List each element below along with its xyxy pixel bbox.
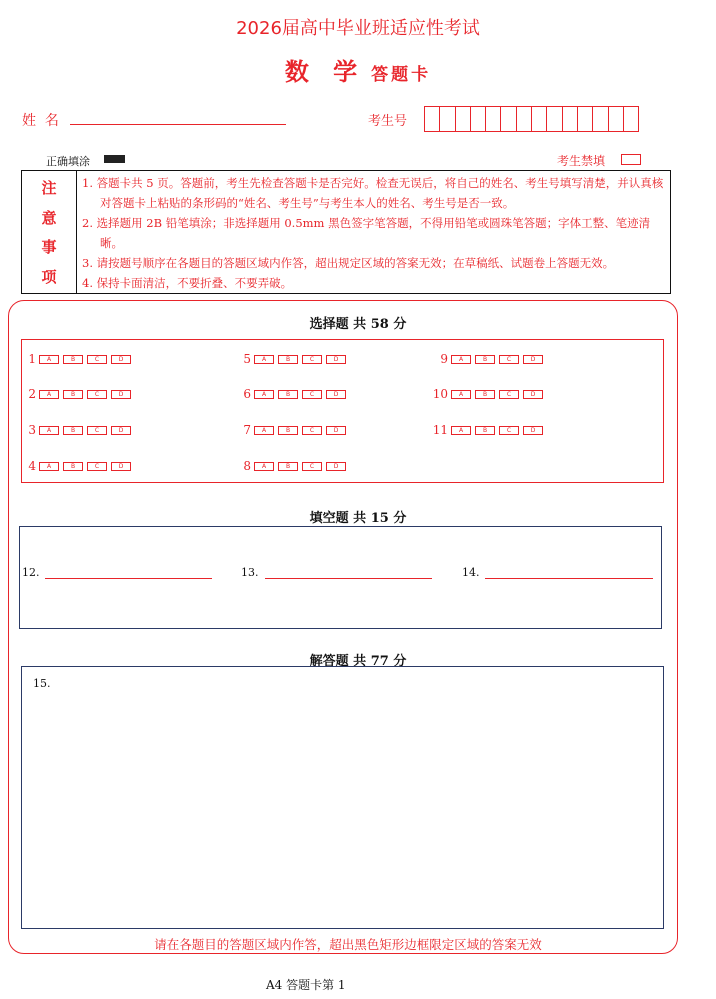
fill-q-label: 12. [22, 566, 40, 579]
option-bubble-d[interactable]: D [326, 355, 346, 364]
option-bubble-b[interactable]: B [63, 426, 83, 435]
option-bubble-b[interactable]: B [475, 390, 495, 399]
notice-heading-char: 注 [41, 179, 57, 198]
option-bubble-a[interactable]: A [39, 355, 59, 364]
option-bubble-a[interactable]: A [451, 426, 471, 435]
answer-q-label: 15. [33, 677, 51, 690]
option-bubble-a[interactable]: A [254, 390, 274, 399]
question-number: 4 [28, 459, 36, 473]
option-bubble-a[interactable]: A [39, 426, 59, 435]
reserved-label: 考生禁填 [557, 154, 606, 168]
choice-question [233, 459, 350, 473]
correct-fill-label: 正确填涂 [46, 155, 90, 168]
fill-answer-line[interactable] [265, 578, 432, 579]
fill-q-label: 13. [241, 566, 259, 579]
option-bubble-b[interactable]: B [278, 355, 298, 364]
option-bubble-d[interactable]: D [523, 390, 543, 399]
card-label: 答题卡 [371, 65, 432, 85]
name-field[interactable] [70, 124, 286, 125]
option-bubble-c[interactable]: C [302, 390, 322, 399]
option-bubble-d[interactable]: D [111, 462, 131, 471]
page-footer: A4 答题卡第 1 [266, 978, 346, 992]
question-number: 7 [243, 423, 251, 437]
name-label: 姓 名 [22, 113, 59, 129]
question-number: 10 [432, 387, 448, 401]
option-bubble-c[interactable]: C [302, 462, 322, 471]
notice-heading-char: 项 [41, 267, 57, 286]
option-bubble-b[interactable]: B [278, 390, 298, 399]
question-number: 3 [28, 423, 36, 437]
option-bubble-b[interactable]: B [63, 462, 83, 471]
option-bubble-c[interactable]: C [87, 462, 107, 471]
option-bubble-c[interactable]: C [87, 355, 107, 364]
fill-answer-line[interactable] [45, 578, 212, 579]
choice-question [18, 423, 135, 437]
subject: 数 学 [284, 57, 366, 86]
option-bubble-c[interactable]: C [499, 390, 519, 399]
notice-item: 3. 请按题号顺序在各题目的答题区域内作答，超出规定区域的答案无效；在草稿纸、试题卷上答题无效。 [82, 256, 615, 270]
option-bubble-b[interactable]: B [63, 390, 83, 399]
fill-title: 填空题 共 15 分 [309, 511, 407, 526]
choice-question [233, 387, 350, 401]
question-number: 11 [432, 423, 448, 437]
option-bubble-a[interactable]: A [254, 355, 274, 364]
correct-fill-sample [104, 155, 125, 163]
answer-title: 解答题 共 77 分 [309, 654, 407, 669]
choice-question [430, 423, 547, 437]
option-bubble-c[interactable]: C [87, 426, 107, 435]
notice-heading-char: 意 [41, 208, 57, 227]
option-bubble-d[interactable]: D [326, 390, 346, 399]
option-bubble-a[interactable]: A [39, 390, 59, 399]
notice-box [21, 170, 671, 294]
notice-item: 2. 选择题用 2B 铅笔填涂；非选择题用 0.5mm 黑色签字笔答题，不得用铅笔或圆珠笔答题；字体工整、笔迹清晰。 [82, 216, 651, 250]
question-number: 5 [243, 352, 251, 366]
option-bubble-c[interactable]: C [499, 426, 519, 435]
option-bubble-c[interactable]: C [302, 426, 322, 435]
option-bubble-d[interactable]: D [326, 462, 346, 471]
fill-answer-line[interactable] [485, 578, 653, 579]
option-bubble-d[interactable]: D [111, 355, 131, 364]
option-bubble-d[interactable]: D [523, 355, 543, 364]
choice-question [18, 459, 135, 473]
option-bubble-b[interactable]: B [475, 355, 495, 364]
option-bubble-a[interactable]: A [254, 426, 274, 435]
choice-title: 选择题 共 58 分 [309, 317, 407, 332]
choice-question [430, 352, 547, 366]
exam-title: 2026届高中毕业班适应性考试 [236, 18, 480, 39]
option-bubble-d[interactable]: D [523, 426, 543, 435]
option-bubble-d[interactable]: D [111, 390, 131, 399]
choice-question [233, 352, 350, 366]
notice-heading-char: 事 [41, 238, 57, 257]
option-bubble-c[interactable]: C [499, 355, 519, 364]
option-bubble-a[interactable]: A [451, 355, 471, 364]
choice-question [430, 387, 547, 401]
notice-item: 1. 答题卡共 5 页。答题前，考生先检查答题卡是否完好。检查无误后，将自己的姓名、考生号填写清楚，并认真核对答题卡上粘贴的条形码的“姓名、考生号”与考生本人的姓名、考生号是否一致。 [82, 176, 664, 210]
option-bubble-a[interactable]: A [254, 462, 274, 471]
choice-question [233, 423, 350, 437]
question-number: 8 [243, 459, 251, 473]
option-bubble-d[interactable]: D [326, 426, 346, 435]
option-bubble-b[interactable]: B [278, 426, 298, 435]
option-bubble-a[interactable]: A [39, 462, 59, 471]
question-number: 2 [28, 387, 36, 401]
question-number: 1 [28, 352, 36, 366]
question-number: 9 [440, 352, 448, 366]
option-bubble-d[interactable]: D [111, 426, 131, 435]
option-bubble-b[interactable]: B [63, 355, 83, 364]
notice-item: 4. 保持卡面清洁，不要折叠、不要弄破。 [82, 276, 293, 290]
choice-question [18, 352, 135, 366]
option-bubble-c[interactable]: C [302, 355, 322, 364]
option-bubble-b[interactable]: B [278, 462, 298, 471]
answer-area[interactable] [21, 666, 664, 929]
question-number: 6 [243, 387, 251, 401]
reserved-box [621, 154, 641, 165]
warning-text: 请在各题目的答题区域内作答，超出黑色矩形边框限定区域的答案无效 [154, 937, 542, 952]
notice-heading [22, 171, 77, 293]
subject-title [0, 52, 716, 87]
option-bubble-a[interactable]: A [451, 390, 471, 399]
option-bubble-b[interactable]: B [475, 426, 495, 435]
option-bubble-c[interactable]: C [87, 390, 107, 399]
fill-q-label: 14. [462, 566, 480, 579]
student-id-field[interactable] [424, 106, 639, 132]
choice-question [18, 387, 135, 401]
id-label: 考生号 [368, 114, 408, 129]
